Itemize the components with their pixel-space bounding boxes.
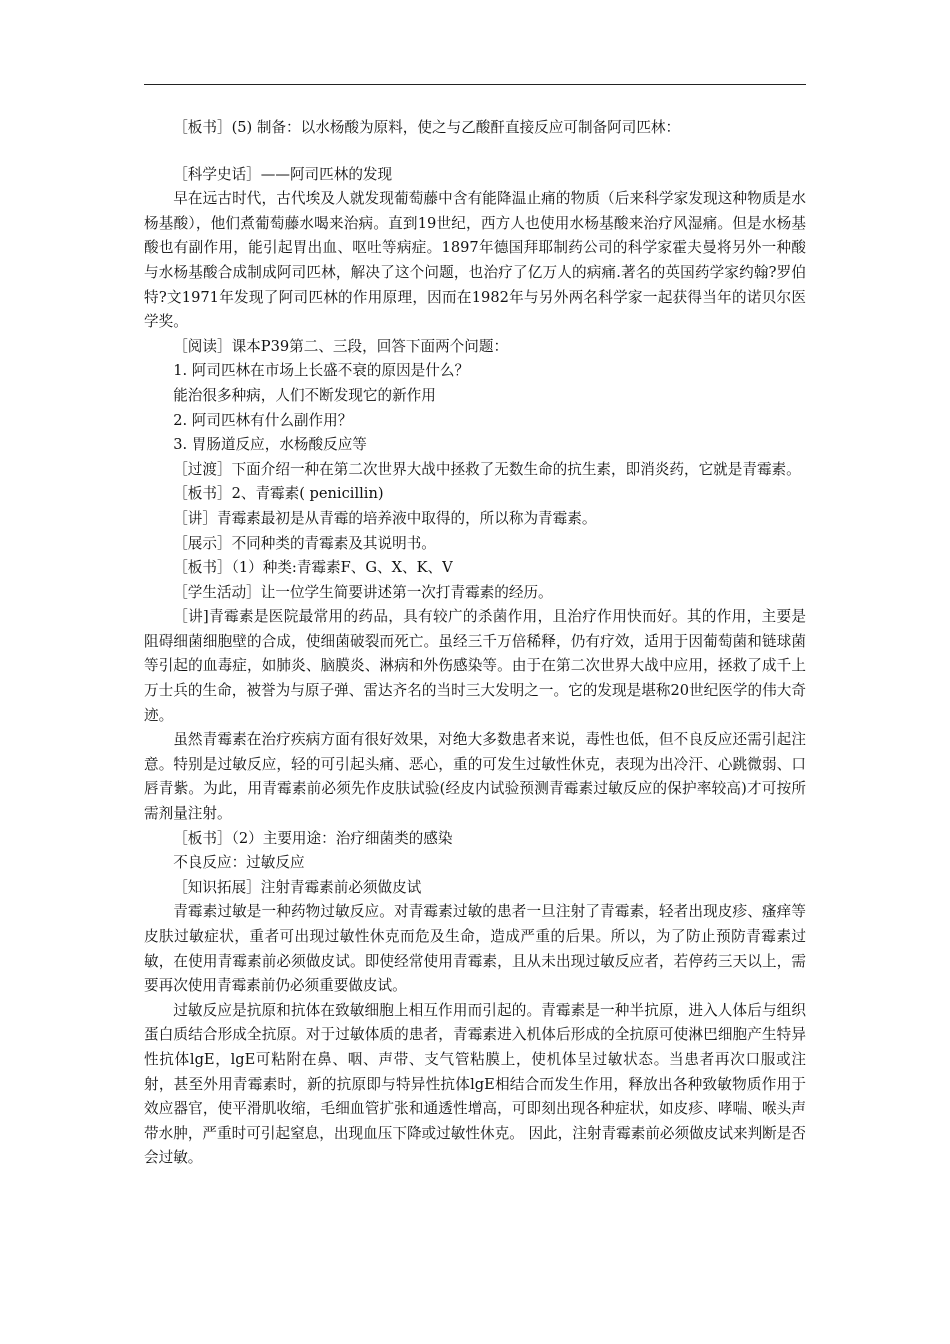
document-body	[144, 116, 806, 1171]
history-heading: ［科学史话］——阿司匹林的发现	[173, 165, 393, 183]
adverse-reaction: 不良反应：过敏反应	[173, 854, 305, 872]
lecture-origin: ［讲］青霉素最初是从青霉的培养液中取得的，所以称为青霉素。	[173, 509, 597, 527]
board-note-preparation: ［板书］(5) 制备：以水杨酸为原料，使之与乙酸酐直接反应可制备阿司匹林：	[173, 119, 681, 136]
board-note-uses: ［板书］（2）主要用途：治疗细菌类的感染	[173, 829, 453, 847]
question-2: 2. 阿司匹林有什么副作用？	[173, 411, 353, 429]
allergy-paragraph: 青霉素过敏是一种药物过敏反应。对青霉素过敏的患者一旦注射了青霉素，轻者出现皮疹、瘙痒等皮肤过敏症状，重者可出现过敏性休克而危及生命，造成严重的后果。所以，为了防止预防青霉素过敏，在使用青霉素前必须做皮试。即使经常使用青霉素，且从未出现过敏反应者，若停药三天以上，需要再次使用青霉素前仍必须重要做皮试。	[144, 903, 806, 995]
reading-task: ［阅读］课本P39第二、三段，回答下面两个问题：	[173, 337, 509, 355]
side-effects-paragraph: 虽然青霉素在治疗疾病方面有很好效果，对绝大多数患者来说，毒性也低，但不良反应还需引起注意。特别是过敏反应，轻的可引起头痛、恶心，重的可发生过敏性休克，表现为出冷汗、心跳微弱、口唇青紫。为此，用青霉素前必须先作皮肤试验(经皮内试验预测青霉素过敏反应的保护率较高)才可按所需剂量注射。	[144, 731, 806, 823]
equation-space	[144, 141, 806, 163]
mechanism-paragraph: 过敏反应是抗原和抗体在致敏细胞上相互作用而引起的。青霉素是一种半抗原，进入人体后与组织蛋白质结合形成全抗原。对于过敏体质的患者，青霉素进入机体后形成的全抗原可使淋巴细胞产生特异性抗体lgE，lgE可粘附在鼻、咽、声带、支气管粘膜上，使机体呈过敏状态。当患者再次口服或注射，甚至外用青霉素时，新的抗原即与特异性抗体lgE相结合而发生作用，释放出各种致敏物质作用于效应器官，使平滑肌收缩，毛细血管扩张和通透性增高，可即刻出现各种症状，如皮疹、哮喘、喉头声带水肿，严重时可引起窒息，出现血压下降或过敏性休克。 因此，注射青霉素前必须做皮试来判断是否会过敏。	[144, 1001, 806, 1167]
header-rule	[144, 84, 806, 85]
board-note-penicillin: ［板书］2、青霉素( penicillin)	[173, 485, 384, 503]
answer-2: 3. 胃肠道反应，水杨酸反应等	[173, 436, 367, 454]
student-activity: ［学生活动］让一位学生简要讲述第一次打青霉素的经历。	[173, 583, 553, 601]
transition-paragraph: ［过渡］下面介绍一种在第二次世界大战中拯救了无数生命的抗生素，即消炎药，它就是青霉素。	[173, 460, 801, 478]
question-1: 1. 阿司匹林在市场上长盛不衰的原因是什么？	[173, 362, 470, 380]
answer-1: 能治很多种病，人们不断发现它的新作用	[173, 386, 436, 404]
display-note: ［展示］不同种类的青霉素及其说明书。	[173, 534, 436, 552]
knowledge-extension-heading: ［知识拓展］注射青霉素前必须做皮试	[173, 878, 422, 896]
board-note-types: ［板书］（1）种类:青霉素F、G、X、K、V	[173, 559, 453, 577]
lecture-paragraph: ［讲]青霉素是医院最常用的药品，具有较广的杀菌作用，且治疗作用快而好。其的作用，主要是阻碍细菌细胞壁的合成，使细菌破裂而死亡。虽经三千万倍稀释，仍有疗效，适用于因葡萄菌和链球菌等引起的血毒症，如肺炎、脑膜炎、淋病和外伤感染等。由于在第二次世界大战中应用，拯救了成千上万士兵的生命，被誉为与原子弹、雷达齐名的当时三大发明之一。它的发现是堪称20世纪医学的伟大奇迹。	[144, 608, 806, 724]
history-paragraph: 早在远古时代，古代埃及人就发现葡萄藤中含有能降温止痛的物质（后来科学家发现这种物质是水杨基酸），他们煮葡萄藤水喝来治病。直到19世纪，西方人也使用水杨基酸来治疗风湿痛。但是水杨基酸也有副作用，能引起胃出血、呕吐等病症。1897年德国拜耶制药公司的科学家霍夫曼将另外一种酸与水杨基酸合成制成阿司匹林，解决了这个问题，也治疗了亿万人的病痛.著名的英国药学家约翰?罗伯特?文1971年发现了阿司匹林的作用原理，因而在1982年与另外两名科学家一起获得当年的诺贝尔医学奖。	[144, 190, 806, 331]
